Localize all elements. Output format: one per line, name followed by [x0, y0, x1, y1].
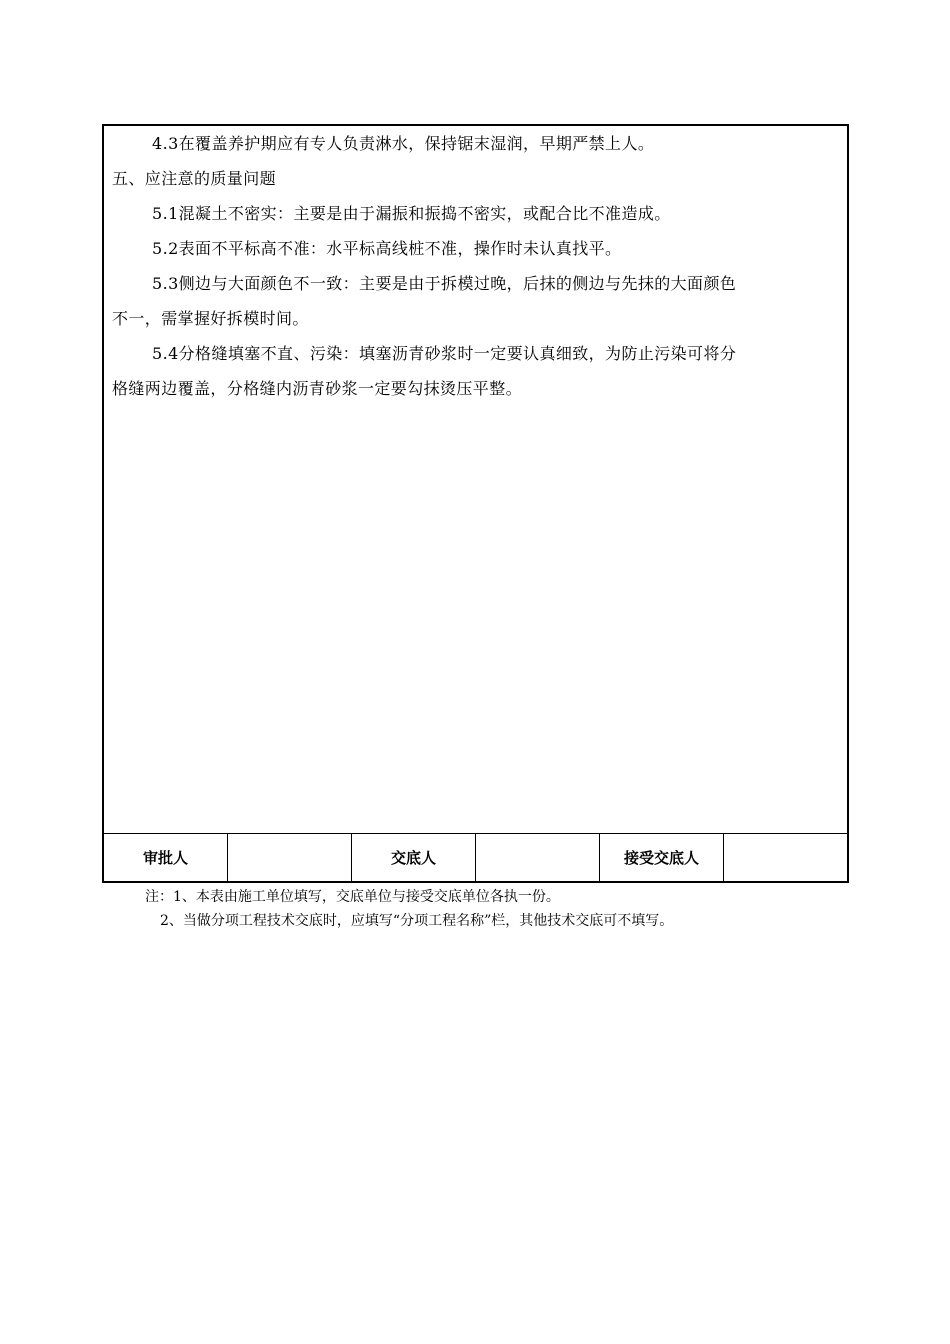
- note-1: 注：1、本表由施工单位填写，交底单位与接受交底单位各执一份。: [145, 889, 560, 905]
- approver-field[interactable]: [228, 834, 352, 881]
- presenter-field[interactable]: [476, 834, 600, 881]
- content-line-5-4: 5.4分格缝填塞不直、污染：填塞沥青砂浆时一定要认真细致，为防止污染可将分: [152, 344, 737, 363]
- note-2: 2、当做分项工程技术交底时，应填写“分项工程名称”栏，其他技术交底可不填写。: [160, 913, 674, 929]
- form-notes: [145, 885, 673, 933]
- content-line-4-3: 4.3在覆盖养护期应有专人负责淋水，保持锯末湿润，早期严禁上人。: [152, 134, 655, 153]
- content-line-5-3-cont: 不一，需掌握好拆模时间。: [112, 309, 309, 328]
- content-line-5-2: 5.2表面不平标高不准：水平标高线桩不准，操作时未认真找平。: [152, 239, 622, 258]
- receiver-field[interactable]: [724, 834, 847, 881]
- content-line-5-3: 5.3侧边与大面颜色不一致：主要是由于拆模过晚，后抹的侧边与先抹的大面颜色: [152, 274, 737, 293]
- section-heading-quality-issues: 五、应注意的质量问题: [112, 169, 277, 188]
- content-line-5-1: 5.1混凝土不密实：主要是由于漏振和振捣不密实，或配合比不准造成。: [152, 204, 671, 223]
- disclosure-content-cell: [104, 126, 847, 834]
- content-line-5-4-cont: 格缝两边覆盖，分格缝内沥青砂浆一定要勾抹烫压平整。: [112, 379, 523, 398]
- disclosure-content-text: [112, 126, 839, 406]
- signature-row: [104, 834, 847, 881]
- presenter-label: 交底人: [352, 834, 476, 881]
- approver-label: 审批人: [104, 834, 228, 881]
- receiver-label: 接受交底人: [600, 834, 724, 881]
- technical-disclosure-table: [102, 124, 849, 883]
